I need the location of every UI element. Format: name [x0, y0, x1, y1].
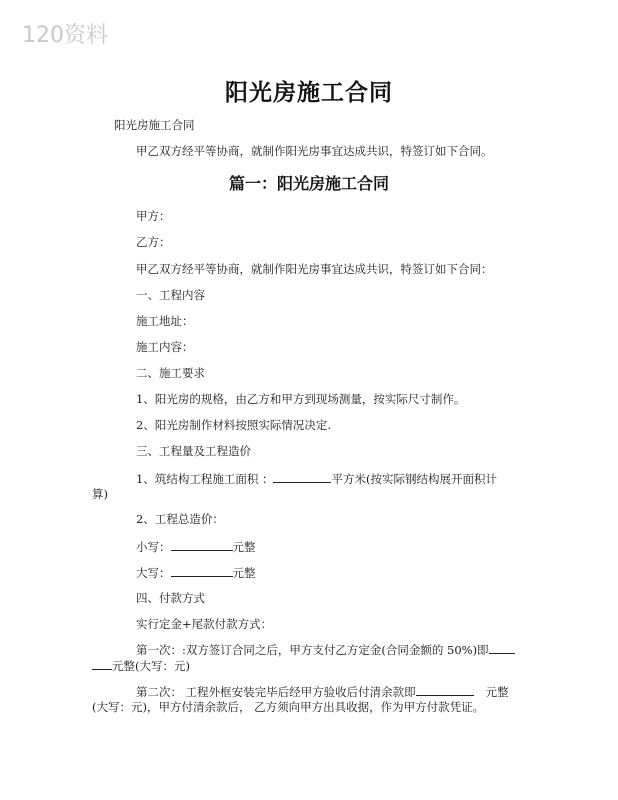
watermark: 120资料 — [22, 23, 108, 48]
construction-area-continuation: 算) — [92, 487, 108, 501]
document-subtitle: 阳光房施工合同 — [114, 118, 195, 132]
construction-area-line — [136, 470, 497, 487]
amount-lowercase-unit: 元整 — [232, 540, 256, 554]
second-payment-blank — [416, 683, 474, 696]
construction-area-unit: 平方米(按实际钢结构展开面积计 — [331, 472, 497, 486]
first-payment-amount: 元整(大写：元) — [112, 659, 190, 673]
lowercase-blank — [171, 538, 233, 551]
construction-area-label: 1、筑结构工程施工面积 ： — [136, 472, 274, 486]
construction-content-label: 施工内容： — [136, 340, 194, 354]
total-cost-label: 2、工程总造价： — [136, 512, 224, 526]
party-b-label: 乙方： — [136, 235, 171, 249]
section-2-heading: 二、施工要求 — [136, 366, 205, 380]
second-payment-unit: 元整 — [485, 685, 509, 699]
section-3-heading: 三、工程量及工程造价 — [136, 444, 251, 458]
section-1-heading: 一、工程内容 — [136, 288, 205, 302]
requirement-item-1: 1、阳光房的规格，由乙方和甲方到现场测量，按实际尺寸制作。 — [136, 392, 466, 406]
amount-lowercase-label: 小写： — [136, 540, 171, 554]
amount-lowercase-line — [136, 538, 256, 555]
amount-uppercase-label: 大写： — [136, 566, 171, 580]
construction-address-label: 施工地址： — [136, 314, 194, 328]
second-payment-continuation: (大写：元)，甲方付清余款后， 乙方须向甲方出具收据，作为甲方付款凭证。 — [92, 700, 485, 714]
first-payment-text: 第一次：:双方签订合同之后，甲方支付乙方定金(合同金额的 50%)即 — [136, 643, 489, 657]
amount-uppercase-line — [136, 564, 256, 581]
uppercase-blank — [171, 564, 233, 577]
section-4-heading: 四、付款方式 — [136, 591, 205, 605]
first-payment-blank-2 — [92, 657, 112, 670]
payment-method: 实行定金+尾款付款方式： — [136, 617, 273, 631]
first-payment-blank — [489, 641, 515, 654]
intro-paragraph: 甲乙双方经平等协商，就制作阳光房事宜达成共识，特签订如下合同。 — [136, 144, 493, 158]
section-title: 篇一：阳光房施工合同 — [228, 174, 389, 193]
party-a-label: 甲方： — [136, 209, 171, 223]
area-blank — [273, 470, 331, 483]
agreement-paragraph: 甲乙双方经平等协商，就制作阳光房事宜达成共识，特签订如下合同： — [136, 262, 493, 276]
amount-uppercase-unit: 元整 — [232, 566, 256, 580]
requirement-item-2: 2、阳光房制作材料按照实际情况决定. — [136, 418, 331, 432]
second-payment-line — [136, 683, 509, 700]
document-title: 阳光房施工合同 — [225, 79, 393, 106]
second-payment-text: 第二次： 工程外框安装完毕后经甲方验收后付清余款即 — [136, 685, 416, 699]
first-payment-line — [136, 641, 515, 658]
first-payment-continuation — [92, 657, 190, 674]
